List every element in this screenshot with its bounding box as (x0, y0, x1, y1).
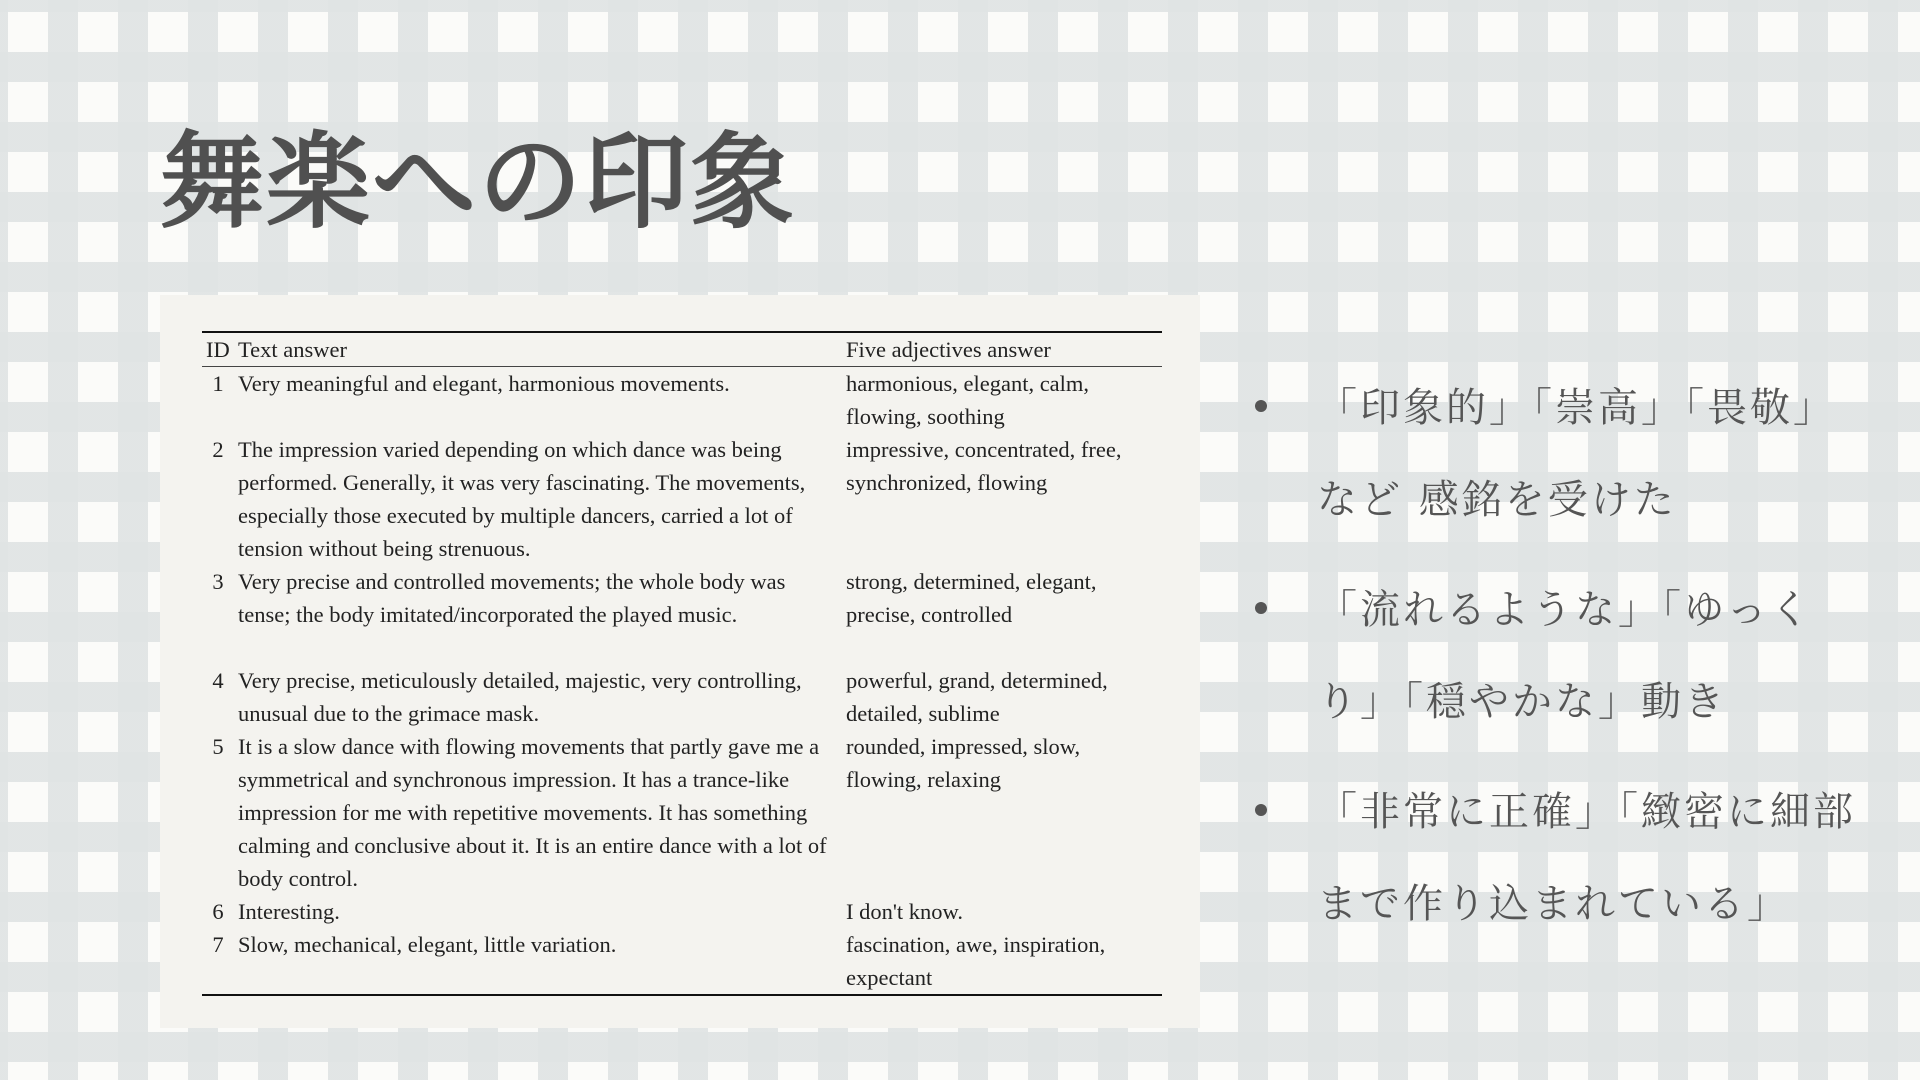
survey-table-card (160, 295, 1200, 1028)
row-adjectives: powerful, grand, determined, detailed, sublime (846, 668, 1108, 726)
table-row (202, 730, 1162, 895)
row-id: 3 (212, 569, 224, 594)
table-row (202, 664, 1162, 730)
table-header-row (202, 332, 1162, 367)
slide-title: 舞楽への印象 (160, 121, 797, 243)
table-row (202, 367, 1162, 434)
bullet-item (1255, 766, 1875, 950)
row-id: 7 (212, 932, 224, 957)
header-text-answer: Text answer (234, 332, 842, 367)
header-id: ID (202, 332, 234, 367)
row-text-answer: Very meaningful and elegant, harmonious movements. (238, 371, 730, 396)
row-id: 6 (212, 899, 224, 924)
row-id: 2 (212, 437, 224, 462)
impression-bullet-list (1255, 362, 1875, 968)
row-text-answer: Very precise and controlled movements; the whole body was tense; the body imitated/incorporated the played music. (238, 569, 786, 627)
bullet-text: 「非常に正確」「緻密に細部まで作り込まれている」 (1317, 789, 1856, 927)
table-row (202, 928, 1162, 995)
row-text-answer: It is a slow dance with flowing movements that partly gave me a symmetrical and synchronous impression. It has a trance-like impression for me with repetitive movements. It has something calming and conclusive about it. It is an entire dance with a lot of body control. (238, 734, 827, 891)
bullet-dot-icon (1255, 602, 1267, 614)
row-text-answer: Slow, mechanical, elegant, little variation. (238, 932, 617, 957)
bullet-item (1255, 362, 1875, 546)
row-id: 1 (212, 371, 224, 396)
bullet-item (1255, 564, 1875, 748)
row-id: 5 (212, 734, 224, 759)
survey-answers-table (202, 331, 1162, 996)
header-five-adjectives: Five adjectives answer (842, 332, 1162, 367)
row-adjectives: harmonious, elegant, calm, flowing, soothing (846, 371, 1090, 429)
row-adjectives: strong, determined, elegant, precise, controlled (846, 569, 1097, 627)
row-adjectives: I don't know. (846, 899, 963, 924)
bullet-text: 「流れるような」「ゆっくり」「穏やかな」動き (1317, 587, 1813, 725)
row-adjectives: rounded, impressed, slow, flowing, relaxing (846, 734, 1081, 792)
table-row (202, 433, 1162, 565)
table-row (202, 565, 1162, 664)
table-row (202, 895, 1162, 928)
bullet-dot-icon (1255, 400, 1267, 412)
row-text-answer: The impression varied depending on which dance was being performed. Generally, it was very fascinating. The movements, especially those executed by multiple dancers, carried a lot of tension without being strenuous. (238, 437, 806, 561)
row-id: 4 (212, 668, 224, 693)
row-text-answer: Very precise, meticulously detailed, majestic, very controlling, unusual due to the grimace mask. (238, 668, 802, 726)
bullet-dot-icon (1255, 804, 1267, 816)
row-adjectives: impressive, concentrated, free, synchronized, flowing (846, 437, 1122, 495)
row-adjectives: fascination, awe, inspiration, expectant (846, 932, 1106, 990)
row-text-answer: Interesting. (238, 899, 340, 924)
bullet-text: 「印象的」「崇高」「畏敬」など 感銘を受けた (1317, 385, 1836, 523)
